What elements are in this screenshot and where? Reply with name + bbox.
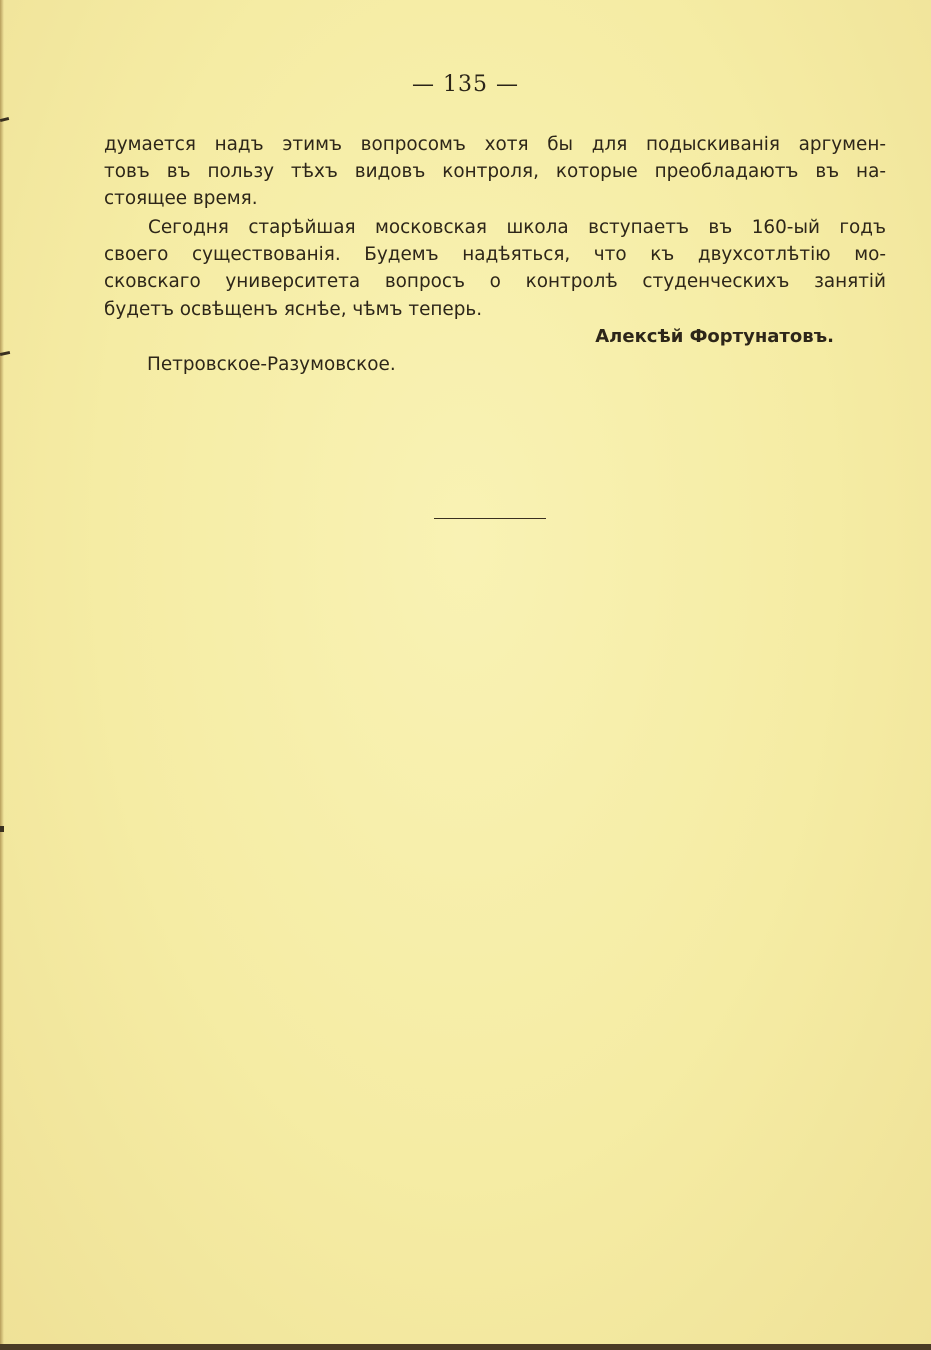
- paragraph-closing: [104, 214, 886, 323]
- page-left-edge: [0, 0, 4, 1350]
- page-number: — 135 —: [412, 72, 519, 97]
- place-line: Петровское-Разумовское.: [147, 354, 396, 375]
- text-line: сковскаго университета вопросъ о контролѣ студенческихъ занятій: [104, 271, 886, 293]
- text-line: товъ въ пользу тѣхъ видовъ контроля, которые преобладаютъ въ на-: [104, 161, 886, 183]
- text-line: своего существованія. Будемъ надѣяться, что къ двухсотлѣтію мо-: [104, 244, 886, 266]
- section-divider: [434, 518, 546, 519]
- text-line: Сегодня старѣйшая московская школа вступаетъ въ 160-ый годъ: [148, 217, 886, 238]
- text-line: будетъ освѣщенъ яснѣе, чѣмъ теперь.: [104, 298, 483, 320]
- margin-mark: [0, 117, 9, 122]
- page-bottom-edge: [0, 1344, 931, 1350]
- text-line: думается надъ этимъ вопросомъ хотя бы для подыскиванія аргумен-: [104, 134, 886, 155]
- author-signature: Алексѣй Фортунатовъ.: [595, 326, 834, 347]
- margin-mark: [0, 351, 10, 356]
- margin-mark: [0, 826, 4, 832]
- paragraph-continued: [104, 131, 886, 213]
- text-line: стоящее время.: [104, 188, 258, 210]
